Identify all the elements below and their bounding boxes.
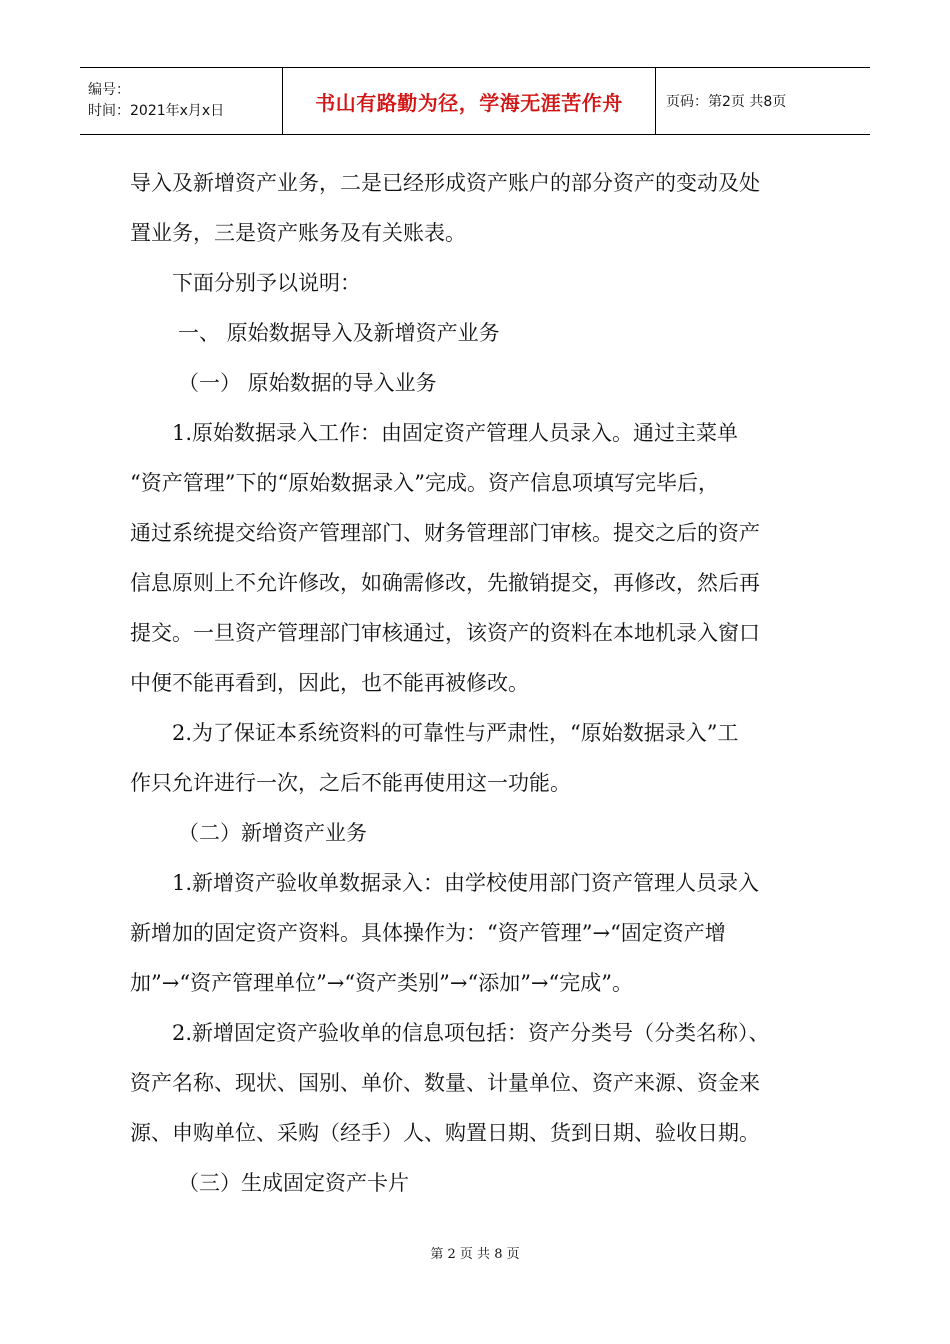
body-line: 信息原则上不允许修改，如确需修改，先撤销提交，再修改，然后再 [130,571,760,595]
body-line: 通过系统提交给资产管理部门、财务管理部门审核。提交之后的资产 [130,521,760,545]
section-heading: 一、 原始数据导入及新增资产业务 [178,321,500,345]
body-line: 2.为了保证本系统资料的可靠性与严肃性，“原始数据录入”工 [172,721,739,745]
subsection-heading: （一） 原始数据的导入业务 [178,371,437,395]
body-line: 导入及新增资产业务，二是已经形成资产账户的部分资产的变动及处 [130,171,760,195]
body-line: 下面分别予以说明： [172,271,361,295]
header-meta [80,68,283,134]
body-line: 1.原始数据录入工作：由固定资产管理人员录入。通过主菜单 [172,421,739,445]
page-footer: 第 2 页 共 8 页 [430,1247,520,1262]
subsection-heading: （二）新增资产业务 [178,821,367,845]
subsection-heading: （三）生成固定资产卡片 [178,1171,409,1195]
document-body [130,158,830,1208]
page-header [80,67,870,135]
body-line: 新增加的固定资产资料。具体操作为：“资产管理”→“固定资产增 [130,921,726,945]
body-line: “资产管理”下的“原始数据录入”完成。资产信息项填写完毕后， [130,471,719,495]
body-line: 1.新增资产验收单数据录入：由学校使用部门资产管理人员录入 [172,871,760,895]
header-page-cell [656,68,870,134]
body-line: 加”→“资产管理单位”→“资产类别”→“添加”→“完成”。 [130,971,634,995]
header-motto: 书山有路勤为径，学海无涯苦作舟 [315,90,623,115]
body-line: 置业务，三是资产账务及有关账表。 [130,221,466,245]
body-line: 2.新增固定资产验收单的信息项包括：资产分类号（分类名称）、 [172,1021,770,1045]
body-line: 源、申购单位、采购（经手）人、购置日期、货到日期、验收日期。 [130,1121,760,1145]
body-line: 中便不能再看到，因此，也不能再被修改。 [130,671,529,695]
number-label: 编号： [88,82,130,98]
time-label: 时间：2021年x月x日 [88,103,225,119]
header-motto-cell [283,68,656,134]
body-line: 提交。一旦资产管理部门审核通过，该资产的资料在本地机录入窗口 [130,621,760,645]
header-page-info: 页码：第2页 共8页 [666,94,787,110]
body-line: 作只允许进行一次，之后不能再使用这一功能。 [130,771,571,795]
body-line: 资产名称、现状、国别、单价、数量、计量单位、资产来源、资金来 [130,1071,760,1095]
